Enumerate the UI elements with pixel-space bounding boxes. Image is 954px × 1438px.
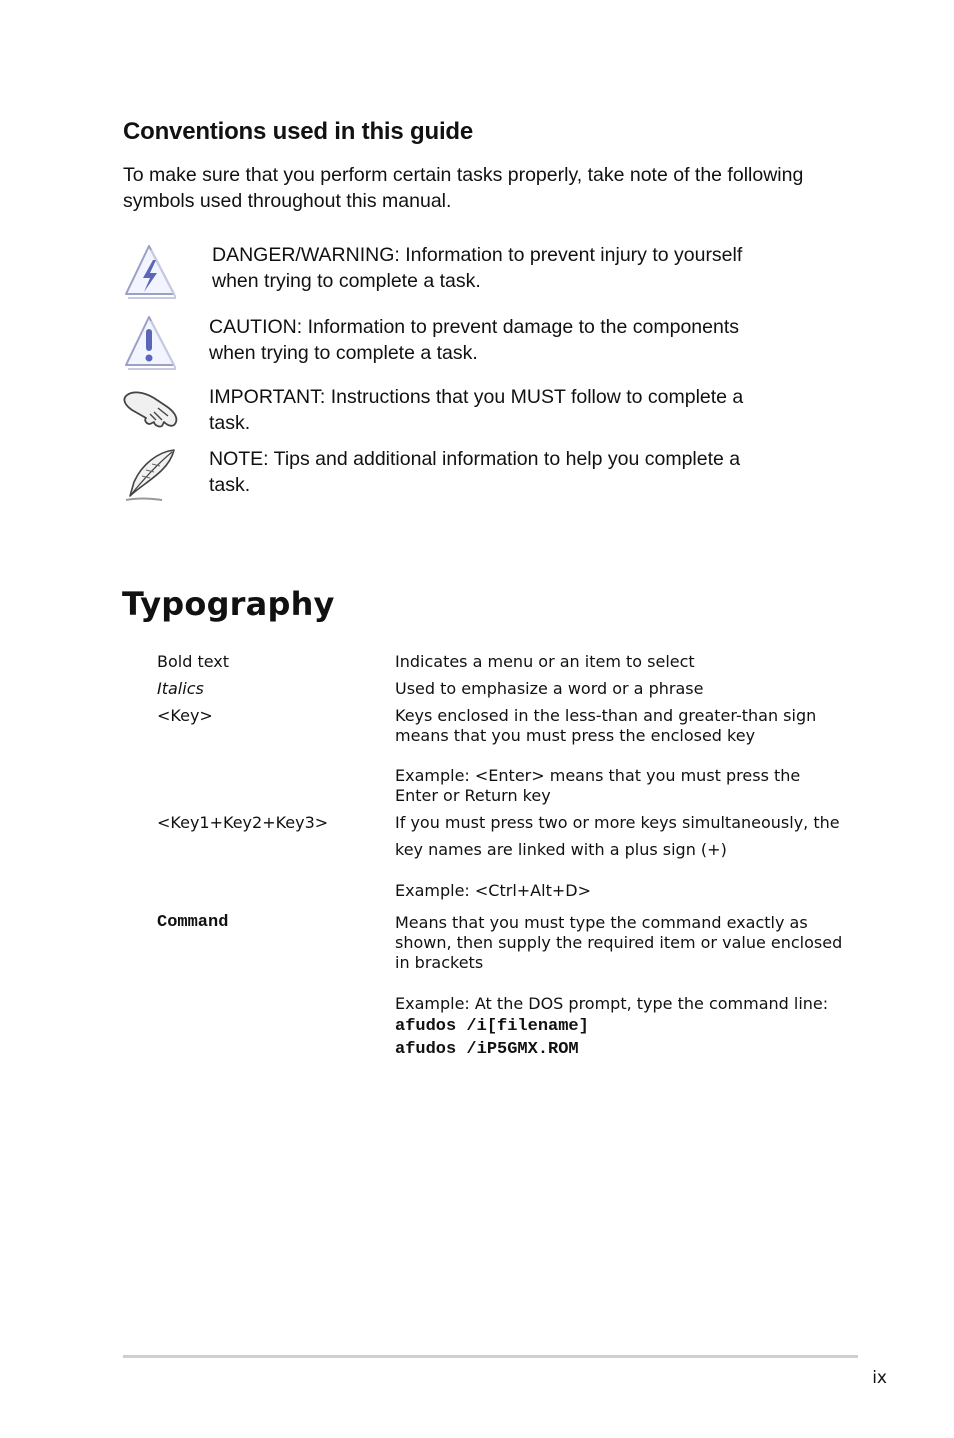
typo-desc-italics: Used to emphasize a word or a phrase bbox=[395, 679, 704, 698]
note-caution-text: CAUTION: Information to prevent damage to the components when trying to complete a task. bbox=[209, 316, 740, 364]
note-note-text: NOTE: Tips and additional information to help you complete a task. bbox=[209, 448, 741, 496]
typo-desc-key-example: Example: <Enter> means that you must press the Enter or Return key bbox=[395, 766, 801, 805]
typo-desc-key-combo-example: Example: <Ctrl+Alt+D> bbox=[395, 881, 591, 900]
typo-desc-key-combo-line1: If you must press two or more keys simultaneously, the bbox=[395, 813, 840, 832]
important-hand-icon bbox=[122, 382, 178, 442]
typo-desc-key-combo-line2: key names are linked with a plus sign (+) bbox=[395, 840, 727, 859]
typography-heading: Typography bbox=[122, 585, 335, 623]
note-danger-text: DANGER/WARNING: Information to prevent injury to yourself when trying to complete a task. bbox=[212, 244, 743, 292]
caution-icon bbox=[120, 313, 176, 373]
conventions-intro: To make sure that you perform certain tasks properly, take note of the following symbols used throughout this manual. bbox=[123, 164, 804, 212]
typo-term-command: Command bbox=[157, 913, 229, 932]
page-number: ix bbox=[872, 1368, 887, 1388]
note-important-text: IMPORTANT: Instructions that you MUST follow to complete a task. bbox=[209, 386, 744, 434]
note-quill-icon bbox=[122, 446, 178, 506]
conventions-heading: Conventions used in this guide bbox=[123, 118, 474, 145]
typo-term-bold: Bold text bbox=[157, 652, 230, 671]
footer-rule bbox=[123, 1355, 858, 1358]
typo-desc-key: Keys enclosed in the less-than and greater-than sign means that you must press the enclosed key bbox=[395, 706, 817, 745]
typo-desc-bold: Indicates a menu or an item to select bbox=[395, 652, 695, 671]
typo-term-key: <Key> bbox=[157, 706, 213, 725]
typo-desc-command: Means that you must type the command exactly as shown, then supply the required item or value enclosed in brackets bbox=[395, 913, 843, 972]
typo-code-line-2: afudos /iP5GMX.ROM bbox=[395, 1040, 579, 1059]
typo-term-italics: Italics bbox=[157, 679, 204, 698]
typo-code-line-1: afudos /i[filename] bbox=[395, 1017, 589, 1036]
typo-desc-command-example: Example: At the DOS prompt, type the command line: bbox=[395, 994, 829, 1013]
typo-term-key-combo: <Key1+Key2+Key3> bbox=[157, 813, 329, 832]
danger-warning-icon bbox=[120, 242, 176, 302]
